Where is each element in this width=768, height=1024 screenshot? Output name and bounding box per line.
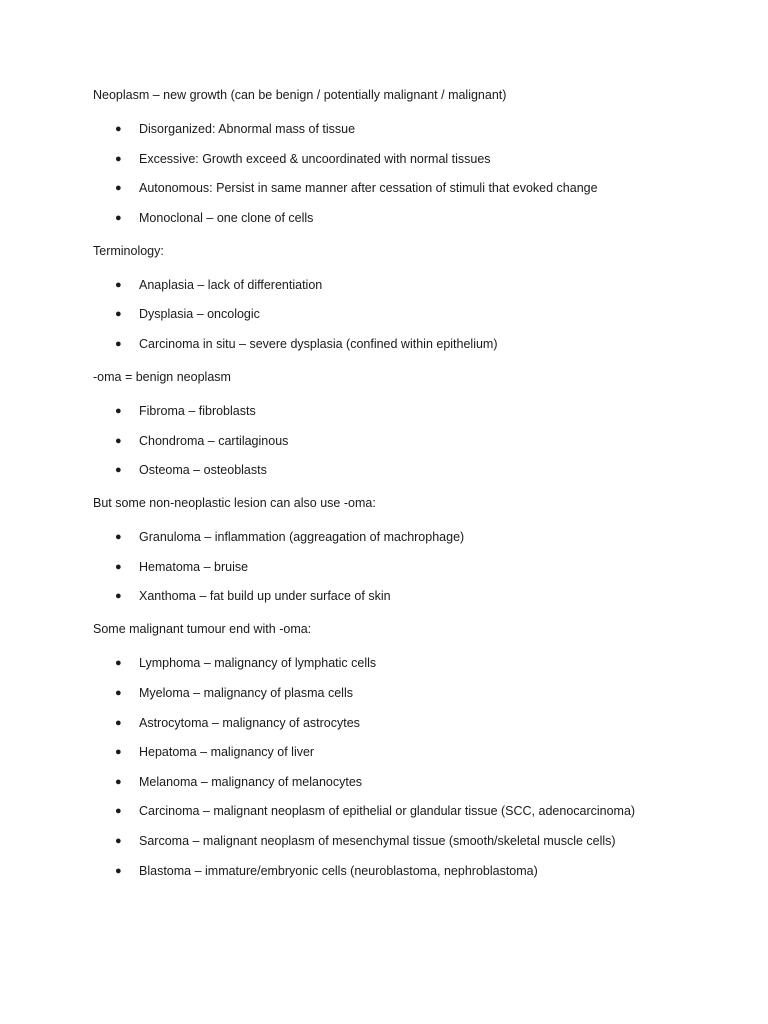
list-item [93, 461, 733, 479]
bullet-list [93, 276, 733, 353]
bullet-icon: ● [115, 123, 122, 135]
list-item [93, 402, 733, 420]
bullet-icon: ● [115, 746, 122, 759]
bullet-list [93, 528, 733, 605]
list-item-text: Anaplasia – lack of differentiation [139, 277, 323, 292]
bullet-list [93, 654, 733, 879]
bullet-icon: ● [115, 337, 122, 350]
section-heading: But some non-neoplastic lesion can also use -oma: [93, 496, 376, 511]
list-item-text: Melanoma – malignancy of melanocytes [139, 774, 363, 789]
list-item-text: Sarcoma – malignant neoplasm of mesenchymal tissue (smooth/skeletal muscle cells) [139, 833, 616, 848]
list-item-text: Dysplasia – oncologic [139, 307, 260, 322]
bullet-icon: ● [115, 434, 122, 447]
list-item-text: Autonomous: Persist in same manner after cessation of stimuli that evoked change [139, 181, 598, 196]
bullet-icon: ● [115, 531, 122, 544]
bullet-icon: ● [115, 152, 122, 165]
list-item-text: Blastoma – immature/embryonic cells (neuroblastoma, nephroblastoma) [139, 863, 538, 878]
list-item [93, 862, 733, 880]
bullet-list [93, 120, 733, 227]
document-body [93, 86, 733, 895]
list-item [93, 743, 733, 761]
bullet-icon: ● [115, 182, 122, 195]
list-item-text: Astrocytoma – malignancy of astrocytes [139, 715, 360, 730]
list-item [93, 150, 733, 168]
list-item-text: Disorganized: Abnormal mass of tissue [139, 122, 356, 136]
list-item [93, 335, 733, 353]
list-item [93, 587, 733, 605]
list-item [93, 558, 733, 576]
bullet-icon: ● [115, 590, 122, 603]
section-heading: -oma = benign neoplasm [93, 369, 231, 384]
list-item-text: Excessive: Growth exceed & uncoordinated with normal tissues [139, 151, 491, 166]
bullet-icon: ● [115, 278, 122, 291]
list-item [93, 305, 733, 323]
bullet-icon: ● [115, 716, 122, 729]
bullet-icon: ● [115, 464, 122, 477]
bullet-icon: ● [115, 308, 122, 321]
list-item-text: Chondroma – cartilaginous [139, 433, 289, 448]
list-item [93, 802, 733, 820]
list-item-text: Monoclonal – one clone of cells [139, 210, 314, 225]
list-item [93, 832, 733, 850]
list-item [93, 432, 733, 450]
section-heading: Neoplasm – new growth (can be benign / potentially malignant / malignant) [93, 88, 507, 102]
list-item [93, 654, 733, 672]
bullet-icon: ● [115, 560, 122, 573]
list-item-text: Lymphoma – malignancy of lymphatic cells [139, 656, 377, 671]
list-item [93, 528, 733, 546]
list-item [93, 773, 733, 791]
list-item-text: Granuloma – inflammation (aggreagation of machrophage) [139, 530, 465, 545]
list-item [93, 276, 733, 294]
section-heading: Terminology: [93, 243, 164, 258]
list-item-text: Carcinoma in situ – severe dysplasia (confined within epithelium) [139, 336, 498, 351]
list-item [93, 120, 733, 138]
list-item-text: Osteoma – osteoblasts [139, 463, 267, 478]
list-item [93, 684, 733, 702]
bullet-icon: ● [115, 864, 122, 877]
bullet-icon: ● [115, 805, 122, 818]
list-item-text: Xanthoma – fat build up under surface of skin [139, 589, 391, 604]
list-item [93, 714, 733, 732]
list-item-text: Hepatoma – malignancy of liver [139, 745, 315, 760]
bullet-list [93, 402, 733, 479]
list-item-text: Carcinoma – malignant neoplasm of epithelial or glandular tissue (SCC, adenocarcinoma) [139, 804, 636, 819]
list-item-text: Myeloma – malignancy of plasma cells [139, 685, 353, 700]
bullet-icon: ● [115, 657, 122, 670]
bullet-icon: ● [115, 775, 122, 788]
list-item-text: Fibroma – fibroblasts [139, 403, 256, 418]
list-item-text: Hematoma – bruise [139, 559, 249, 574]
list-item [93, 179, 733, 197]
list-item [93, 209, 733, 227]
bullet-icon: ● [115, 404, 122, 417]
bullet-icon: ● [115, 211, 122, 224]
bullet-icon: ● [115, 686, 122, 699]
section-heading: Some malignant tumour end with -oma: [93, 622, 312, 637]
bullet-icon: ● [115, 834, 122, 847]
